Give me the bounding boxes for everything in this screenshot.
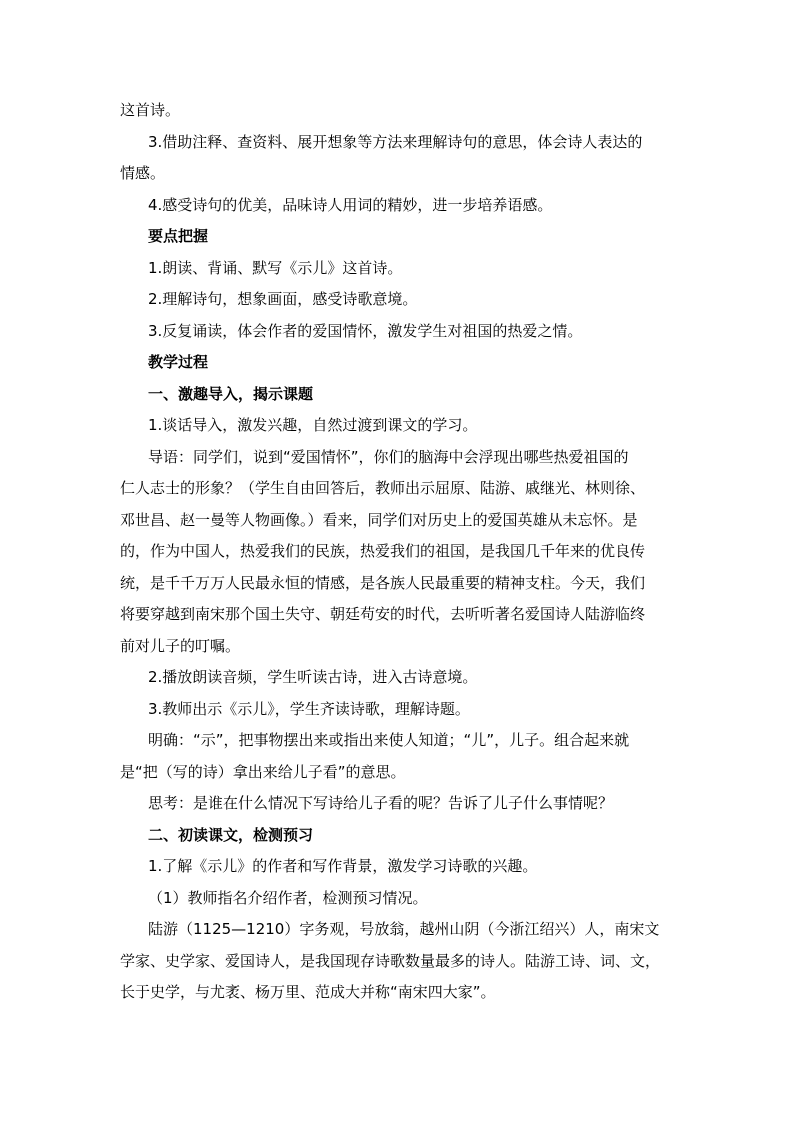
section-heading-teaching-process: 教学过程 xyxy=(148,353,209,371)
subheading-intro: 一、激趣导入，揭示课题 xyxy=(148,385,314,403)
intro-paragraph-line: 邓世昌、赵一曼等人物画像。）看来，同学们对历史上的爱国英雄从未忘怀。是 xyxy=(120,511,638,529)
step-2: 2.播放朗读音频，学生听读古诗，进入古诗意境。 xyxy=(148,668,478,686)
section-heading-key-points: 要点把握 xyxy=(148,227,209,245)
intro-paragraph-line: 将要穿越到南宋那个国土失守、朝廷苟安的时代，去听听著名爱国诗人陆游临终 xyxy=(120,605,646,623)
step-3: 3.教师出示《示儿》，学生齐读诗歌，理解诗题。 xyxy=(148,700,470,718)
intro-paragraph-line: 的，作为中国人，热爱我们的民族，热爱我们的祖国，是我国几千年来的优良传 xyxy=(120,542,646,560)
clarify-paragraph-line: 明确：“示”，把事物摆出来或指出来使人知道；“儿”，儿子。组合起来就 xyxy=(148,731,630,749)
objective-3: 3.借助注释、查资料、展开想象等方法来理解诗句的意思，体会诗人表达的 xyxy=(148,133,643,151)
reading-step-1: 1.了解《示儿》的作者和写作背景，激发学习诗歌的兴趣。 xyxy=(148,857,538,875)
key-point-1: 1.朗读、背诵、默写《示儿》这首诗。 xyxy=(148,259,403,277)
intro-paragraph-line: 导语：同学们，说到“爱国情怀”，你们的脑海中会浮现出哪些热爱祖国的 xyxy=(148,448,629,466)
step-1: 1.谈话导入，激发兴趣，自然过渡到课文的学习。 xyxy=(148,416,478,434)
think-question: 思考：是谁在什么情况下写诗给儿子看的呢？告诉了儿子什么事情呢？ xyxy=(148,794,614,812)
author-paragraph-line: 长于史学，与尤袤、杨万里、范成大并称“南宋四大家”。 xyxy=(120,983,496,1001)
subheading-first-reading: 二、初读课文，检测预习 xyxy=(148,826,314,844)
reading-substep-1: （1）教师指名介绍作者，检测预习情况。 xyxy=(148,889,428,907)
objective-4: 4.感受诗句的优美，品味诗人用词的精妙，进一步培养语感。 xyxy=(148,196,553,214)
author-paragraph-line: 学家、史学家、爱国诗人，是我国现存诗歌数量最多的诗人。陆游工诗、词、文， xyxy=(120,952,661,970)
intro-paragraph-line: 统，是千千万万人民最永恒的情感，是各族人民最重要的精神支柱。今天，我们 xyxy=(120,574,646,592)
clarify-paragraph-line: 是“把（写的诗）拿出来给儿子看”的意思。 xyxy=(120,763,406,781)
paragraph-line: 这首诗。 xyxy=(120,101,181,119)
paragraph-line: 情感。 xyxy=(120,164,166,182)
key-point-3: 3.反复诵读，体会作者的爱国情怀，激发学生对祖国的热爱之情。 xyxy=(148,322,583,340)
intro-paragraph-line: 仁人志士的形象？（学生自由回答后，教师出示屈原、陆游、戚继光、林则徐、 xyxy=(120,479,646,497)
author-paragraph-line: 陆游（1125—1210）字务观，号放翁，越州山阴（今浙江绍兴）人，南宋文 xyxy=(148,920,660,938)
intro-paragraph-line: 前对儿子的叮嘱。 xyxy=(120,637,241,655)
key-point-2: 2.理解诗句，想象画面，感受诗歌意境。 xyxy=(148,290,418,308)
